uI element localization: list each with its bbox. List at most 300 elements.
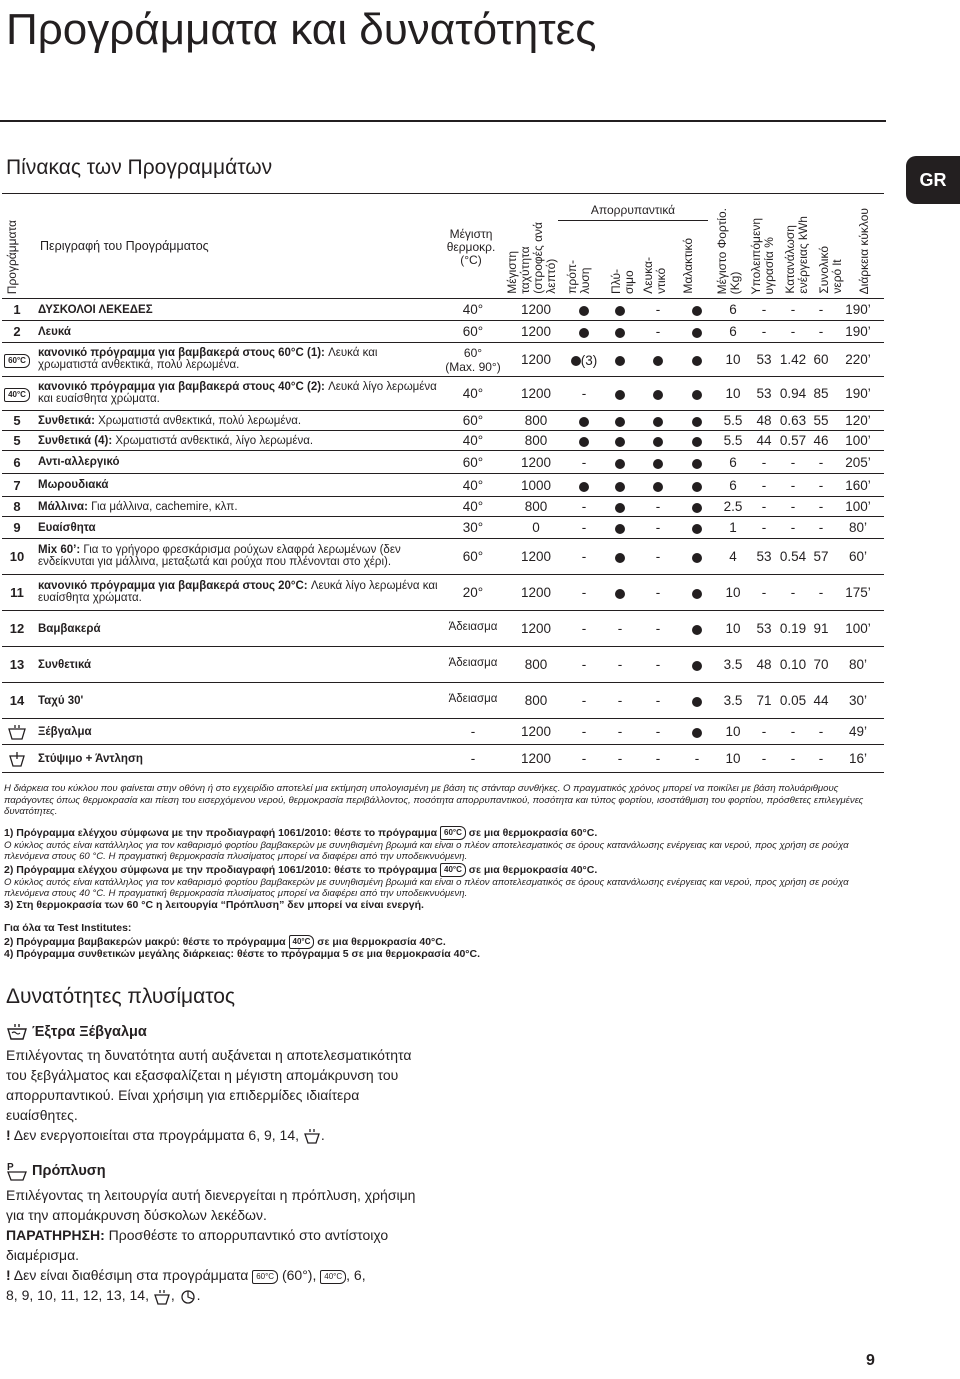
cell-speed: 800 bbox=[524, 413, 548, 428]
cell-soft bbox=[678, 387, 716, 402]
program-number bbox=[4, 751, 30, 770]
notes-intro: Η διάρκεια του κύκλου που φαίνεται στην οθόνη ή στο εγχειρίδιο αποτελεί μια εκτίμηση υπολογισμένη με βάση τις στάνταρ συνθήκες. Ο πραγματικός χρόνος μπορεί να ποικίλει με βάση πολυάριθμους παράγοντες όπως θερμοκρασία και πίεση του εισερχόμενου νερού, θερμοκρασία περιβάλλοντος, ποσότητα απορρυπαντικού, ποσότητα και τύπος φορτίου, ισοστάθμιση του φορτίου, πρόσθετες επιλεγμένες δυνατότητες. bbox=[4, 783, 864, 817]
cell-pre: - bbox=[581, 657, 587, 672]
extra-rinse-warning: Δεν ενεργοποιείται στα προγράμματα 6, 9, 14, bbox=[10, 1127, 303, 1143]
cell-dur: 175’ bbox=[845, 585, 871, 600]
cell-hum: 48 bbox=[756, 413, 772, 428]
programs-table bbox=[2, 193, 884, 766]
program-number: 9 bbox=[13, 520, 21, 535]
spin-icon bbox=[7, 751, 27, 767]
cell-speed: 800 bbox=[524, 433, 548, 448]
note1-b: σε μια θερμοκρασία 60°C. bbox=[468, 826, 598, 839]
cell-temp: Άδειασμα bbox=[448, 657, 498, 669]
cell-bleach: - bbox=[655, 549, 661, 564]
options-title: Δυνατότητες πλυσίματος bbox=[6, 985, 236, 1008]
cell-load: 10 bbox=[725, 724, 741, 739]
cell-dur: 60’ bbox=[848, 549, 867, 564]
note2-b: σε μια θερμοκρασία 40°C. bbox=[468, 863, 598, 876]
program-60c-badge: 60°C bbox=[4, 354, 30, 368]
cell-water: 91 bbox=[813, 621, 829, 636]
cell-speed: 1200 bbox=[520, 324, 552, 339]
cell-water: - bbox=[818, 585, 824, 600]
cell-soft bbox=[678, 434, 716, 449]
cell-speed: 1200 bbox=[520, 751, 552, 766]
options-section: Δυνατότητες πλυσίματος Έξτρα Ξέβγαλμα Επιλέγοντας τη δυνατότητα αυτή αυξάνεται η αποτελεσματικότητα του ξεβγάλματος και εξασφαλίζεται η μέγιστη απομάκρυνση του απορρυπαντικού. Είναι χρήσιμη για επιδερμίδες ιδιαίτερα ευαίσθητες. ! Δεν ενεργοποιείται στα προγράμματα 6, 9, 14, . P Πρόπλυση Επιλέγοντας τη λειτουργία αυτή διενεργείται η πρόπλυση, χρήσιμη για την απομάκρυνση δύσκολων λεκέδων. ΠΑΡΑΤΗΡΗΣΗ: Προσθέστε το απορρυπαντικό στο αντίστοιχο διαμέρισμα. ! Δεν είναι διαθέσιμη στα προγράμματα 60°C (60°), 40°C , 6, 8, 9, 10, 11, 12, 13, 14, , . bbox=[6, 985, 426, 1306]
cell-speed: 800 bbox=[524, 499, 548, 514]
cell-speed: 800 bbox=[524, 693, 548, 708]
prewash-warning-c: , 6, bbox=[346, 1267, 366, 1284]
table-header bbox=[2, 193, 884, 299]
cell-wash bbox=[602, 586, 638, 601]
header-prewash: πρόπ- λυση bbox=[565, 260, 592, 294]
program-number: 12 bbox=[9, 621, 25, 636]
header-programs: Προγράμματα bbox=[5, 219, 19, 294]
program-60c-badge: 60°C bbox=[440, 826, 466, 840]
cell-temp: Άδειασμα bbox=[448, 621, 498, 633]
prewash-note-label: ΠΑΡΑΤΗΡΗΣΗ: bbox=[6, 1227, 105, 1244]
table-row bbox=[2, 451, 884, 474]
cell-bleach bbox=[638, 434, 678, 449]
cell-water: - bbox=[818, 324, 824, 339]
cell-load: 3.5 bbox=[723, 657, 743, 672]
cell-soft bbox=[678, 550, 716, 565]
cell-bleach bbox=[638, 456, 678, 471]
cell-kwh: - bbox=[790, 324, 796, 339]
cell-speed: 800 bbox=[524, 657, 548, 672]
cell-soft bbox=[678, 414, 716, 429]
prewash-icon bbox=[6, 1161, 28, 1181]
dot-icon bbox=[692, 356, 702, 366]
cell-hum: 53 bbox=[756, 549, 772, 564]
dot-icon bbox=[579, 328, 589, 338]
table-row bbox=[2, 431, 884, 451]
cell-dur: 100’ bbox=[845, 433, 871, 448]
program-description: Ευαίσθητα bbox=[38, 521, 96, 534]
cell-bleach: - bbox=[655, 693, 661, 708]
cell-wash: - bbox=[617, 724, 623, 739]
cell-load: 5.5 bbox=[723, 433, 743, 448]
header-duration: Διάρκεια κύκλου bbox=[857, 207, 871, 294]
program-number: 6 bbox=[13, 454, 21, 470]
table-row bbox=[2, 719, 884, 745]
cell-hum: - bbox=[761, 302, 767, 317]
cell-temp: 40° bbox=[462, 302, 484, 317]
cell-wash bbox=[602, 500, 638, 515]
cell-kwh: - bbox=[790, 585, 796, 600]
test-institutes-title: Για όλα τα Test Institutes: bbox=[4, 922, 132, 934]
cell-wash bbox=[602, 325, 638, 340]
cell-temp: 60° bbox=[462, 549, 484, 564]
cell-hum: - bbox=[761, 520, 767, 535]
cell-pre: - bbox=[581, 454, 587, 470]
cell-pre: - bbox=[581, 751, 587, 766]
cell-load: 3.5 bbox=[723, 693, 743, 708]
ti2-a: 2) Πρόγραμμα βαμβακερών μακρύ: θέστε το πρόγραμμα bbox=[4, 935, 286, 948]
dot-icon bbox=[692, 625, 702, 635]
language-tab: GR bbox=[906, 156, 960, 204]
program-description: Mix 60’: Για το γρήγορο φρεσκάρισμα ρούχων ελαφρά λερωμένων (δεν ενδείκνυται για μάλλινα, μεταξωτά και ρούχα που πλένονται στο χέρι). bbox=[38, 544, 401, 568]
cell-soft bbox=[678, 456, 716, 471]
program-number bbox=[4, 386, 30, 402]
header-max-temp: Μέγιστη θερμοκρ. (°C) bbox=[446, 227, 496, 267]
program-description: Ταχύ 30' bbox=[38, 694, 84, 707]
dot-icon bbox=[615, 524, 625, 534]
cell-pre bbox=[568, 414, 600, 429]
cell-kwh: 0.19 bbox=[779, 621, 807, 636]
header-description: Περιγραφή του Προγράμματος bbox=[40, 239, 209, 253]
table-row bbox=[2, 411, 884, 431]
dot-icon bbox=[692, 390, 702, 400]
cell-pre: - bbox=[581, 724, 587, 739]
cell-pre: (3) bbox=[568, 353, 600, 368]
program-description: Μάλλινα: Για μάλλινα, cachemire, κλπ. bbox=[38, 500, 238, 513]
ti2-b: σε μια θερμοκρασία 40°C. bbox=[317, 935, 446, 948]
dot-icon bbox=[692, 306, 702, 316]
cell-pre bbox=[568, 325, 600, 340]
cell-load: 4 bbox=[729, 549, 737, 564]
table-row bbox=[2, 299, 884, 321]
cell-dur: 49’ bbox=[848, 724, 867, 739]
cell-soft bbox=[678, 353, 716, 368]
cell-kwh: 0.57 bbox=[779, 433, 807, 448]
program-number: 2 bbox=[13, 324, 21, 339]
cell-bleach: - bbox=[655, 585, 661, 600]
cell-temp: - bbox=[470, 751, 476, 766]
cell-soft bbox=[678, 694, 716, 709]
cell-soft bbox=[678, 725, 716, 740]
cell-soft bbox=[678, 303, 716, 318]
cell-speed: 0 bbox=[532, 520, 540, 535]
note1-a: 1) Πρόγραμμα ελέγχου σύμφωνα με την προδιαγραφή 1061/2010: θέστε το πρόγραμμα bbox=[4, 826, 438, 839]
cell-bleach: - bbox=[655, 520, 661, 535]
cell-soft bbox=[678, 622, 716, 637]
program-number: 11 bbox=[10, 585, 24, 600]
cell-dur: 80’ bbox=[848, 520, 867, 535]
table-row bbox=[2, 517, 884, 539]
cell-hum: - bbox=[761, 499, 767, 514]
cell-soft bbox=[678, 500, 716, 515]
program-description: κανονικό πρόγραμμα για βαμβακερά στους 40°C (2): Λευκά λίγο λερωμένα και ευαίσθητα χρώματα. bbox=[38, 381, 437, 405]
rinse-icon bbox=[7, 724, 27, 740]
program-description: Συνθετικά: Χρωματιστά ανθεκτικά, πολύ λερωμένα. bbox=[38, 414, 302, 427]
page-title: Προγράμματα και δυνατότητες bbox=[6, 5, 597, 54]
cell-speed: 1200 bbox=[520, 302, 552, 317]
dot-icon bbox=[692, 482, 702, 492]
cell-dur: 190’ bbox=[845, 302, 871, 317]
prewash-note: Προσθέστε το απορρυπαντικό στο αντίστοιχο διαμέρισμα. bbox=[6, 1227, 389, 1264]
prewash-warning-d: 8, 9, 10, 11, 12, 13, 14, bbox=[6, 1287, 153, 1304]
rinse-icon bbox=[303, 1127, 321, 1145]
spin-icon bbox=[179, 1288, 197, 1306]
table-row bbox=[2, 745, 884, 773]
cell-speed: 1200 bbox=[520, 386, 552, 401]
cell-speed: 1200 bbox=[520, 585, 552, 600]
header-max-speed: Μέγιστη ταχύτητα (στροφές ανά λεπτό) bbox=[505, 222, 558, 294]
cell-water: - bbox=[818, 724, 824, 739]
cell-soft bbox=[678, 325, 716, 340]
notes bbox=[4, 783, 884, 960]
cell-bleach bbox=[638, 414, 678, 429]
cell-pre: - bbox=[581, 621, 587, 636]
cell-load: 6 bbox=[729, 454, 737, 470]
cell-load: 10 bbox=[725, 352, 741, 367]
cell-pre: - bbox=[581, 693, 587, 708]
program-description: Μωρουδιακά bbox=[38, 479, 109, 491]
cell-dur: 190’ bbox=[845, 386, 871, 401]
cell-temp: 20° bbox=[462, 585, 484, 600]
cell-load: 6 bbox=[729, 302, 737, 317]
cell-load: 6 bbox=[729, 477, 737, 493]
cell-kwh: - bbox=[790, 520, 796, 535]
cell-wash bbox=[602, 456, 638, 471]
cell-wash bbox=[602, 479, 638, 494]
warning-mark: ! bbox=[6, 1267, 11, 1284]
cell-bleach bbox=[638, 479, 678, 494]
dot-icon bbox=[579, 417, 589, 427]
cell-bleach bbox=[638, 387, 678, 402]
cell-soft: - bbox=[694, 751, 700, 766]
cell-load: 10 bbox=[725, 585, 741, 600]
dot-icon bbox=[653, 390, 663, 400]
cell-dur: 220’ bbox=[845, 352, 871, 367]
program-number: 5 bbox=[13, 433, 21, 448]
program-number: 13 bbox=[9, 657, 25, 672]
ti4: 4) Πρόγραμμα συνθετικών μεγάλης διάρκειας: θέστε το πρόγραμμα 5 σε μια θερμοκρασία 40°C. bbox=[4, 947, 481, 960]
cell-pre: - bbox=[581, 549, 587, 564]
dot-icon bbox=[653, 459, 663, 469]
cell-wash bbox=[602, 414, 638, 429]
dot-icon bbox=[653, 356, 663, 366]
dot-icon bbox=[692, 728, 702, 738]
cell-soft bbox=[678, 521, 716, 536]
extra-rinse-icon bbox=[6, 1023, 28, 1041]
dot-icon bbox=[615, 459, 625, 469]
svg-text:P: P bbox=[7, 1162, 14, 1174]
cell-wash bbox=[602, 353, 638, 368]
header-residual-humidity: Υπολειπόμενη υγρασία % bbox=[749, 217, 776, 294]
cell-pre: - bbox=[581, 386, 587, 401]
cell-hum: 71 bbox=[756, 693, 772, 708]
cell-wash bbox=[602, 434, 638, 449]
cell-load: 2.5 bbox=[723, 499, 743, 514]
cell-wash bbox=[602, 303, 638, 318]
prewash-title: Πρόπλυση bbox=[32, 1163, 106, 1180]
dot-icon bbox=[615, 437, 625, 447]
warning-mark: ! bbox=[6, 1127, 11, 1143]
cell-hum: 44 bbox=[756, 433, 772, 448]
cell-hum: 53 bbox=[756, 386, 772, 401]
cell-dur: 190’ bbox=[845, 324, 871, 339]
program-number: 1 bbox=[13, 302, 21, 317]
dot-icon bbox=[692, 328, 702, 338]
dot-icon bbox=[615, 417, 625, 427]
cell-wash: - bbox=[617, 751, 623, 766]
program-description: κανονικό πρόγραμμα για βαμβακερά στους 20°C: Λευκά λίγο λερωμένα και ευαίσθητα χρώματα. bbox=[38, 580, 438, 604]
prewash-warning-a: Δεν είναι διαθέσιμη στα προγράμματα bbox=[10, 1267, 253, 1284]
title-divider bbox=[0, 120, 886, 122]
cell-dur: 80’ bbox=[848, 657, 867, 672]
dot-icon bbox=[653, 417, 663, 427]
cell-dur: 30’ bbox=[848, 693, 867, 708]
program-number: 8 bbox=[13, 499, 21, 514]
cell-water: - bbox=[818, 499, 824, 514]
header-water: Συνολικό νερό lt bbox=[817, 246, 844, 294]
section-title: Πίνακας των Προγραμμάτων bbox=[6, 156, 273, 179]
program-40c-badge: 40°C bbox=[440, 863, 466, 877]
cell-kwh: - bbox=[790, 499, 796, 514]
cell-dur: 100’ bbox=[845, 499, 871, 514]
program-description: Στύψιμο + Άντληση bbox=[38, 752, 143, 765]
table-row bbox=[2, 474, 884, 497]
cell-load: 10 bbox=[725, 621, 741, 636]
cell-bleach: - bbox=[655, 657, 661, 672]
dot-icon bbox=[615, 306, 625, 316]
dot-icon bbox=[571, 356, 581, 366]
program-description: ΔΥΣΚΟΛΟΙ ΛΕΚΕΔΕΣ bbox=[38, 303, 153, 316]
table-row bbox=[2, 611, 884, 647]
program-number bbox=[4, 352, 30, 368]
cell-dur: 160’ bbox=[845, 477, 871, 493]
cell-temp: - bbox=[470, 724, 476, 739]
cell-hum: 48 bbox=[756, 657, 772, 672]
header-energy: Κατανάλωση ενέργειας kWh bbox=[783, 216, 810, 294]
cell-load: 5.5 bbox=[723, 413, 743, 428]
dot-icon bbox=[692, 417, 702, 427]
cell-speed: 1000 bbox=[520, 477, 552, 493]
cell-speed: 1200 bbox=[520, 454, 552, 470]
dot-icon bbox=[692, 553, 702, 563]
cell-water: - bbox=[818, 454, 824, 470]
extra-rinse-title: Έξτρα Ξέβγαλμα bbox=[32, 1023, 147, 1040]
cell-wash: - bbox=[617, 657, 623, 672]
cell-temp: 40° bbox=[462, 499, 484, 514]
program-description: κανονικό πρόγραμμα για βαμβακερά στους 60°C (1): Λευκά και χρωματιστά ανθεκτικά, πολύ λερωμένα. bbox=[38, 347, 378, 371]
cell-soft bbox=[678, 658, 716, 673]
cell-hum: - bbox=[761, 751, 767, 766]
program-description: Λευκά bbox=[38, 325, 71, 338]
cell-kwh: - bbox=[790, 454, 796, 470]
header-softener: Μαλακτικό bbox=[681, 238, 695, 294]
cell-pre bbox=[568, 303, 600, 318]
cell-temp: 40° bbox=[462, 477, 484, 493]
header-detergents: Απορρυπαντικά bbox=[558, 204, 708, 221]
table-row bbox=[2, 575, 884, 611]
cell-water: - bbox=[818, 751, 824, 766]
dot-icon bbox=[692, 524, 702, 534]
cell-speed: 1200 bbox=[520, 724, 552, 739]
cell-wash: - bbox=[617, 621, 623, 636]
cell-soft bbox=[678, 479, 716, 494]
cell-load: 10 bbox=[725, 751, 741, 766]
cell-dur: 100’ bbox=[845, 621, 871, 636]
dot-icon bbox=[692, 661, 702, 671]
dot-icon bbox=[653, 482, 663, 492]
dot-icon bbox=[692, 503, 702, 513]
dot-icon bbox=[579, 306, 589, 316]
cell-temp: 60° bbox=[462, 324, 484, 339]
cell-water: 46 bbox=[813, 433, 829, 448]
cell-kwh: - bbox=[790, 477, 796, 493]
note2-c: Ο κύκλος αυτός είναι κατάλληλος για τον καθαρισμό φορτίου βαμβακερών με συνηθισμένη βρωμιά και είναι ο πλέον αποτελεσματικός σε όρους κατανάλωσης ενέργειας και νερού, προς χρήση σε ρούχα πλενόμενα στους 40 °C. Η πραγματική θερμοκρασία πλυσίματος μπορεί να διαφέρει από την υποδεικνυόμενη. bbox=[4, 876, 849, 899]
dot-icon bbox=[579, 482, 589, 492]
cell-kwh: 0.94 bbox=[779, 386, 807, 401]
note1-c: Ο κύκλος αυτός είναι κατάλληλος για τον καθαρισμό φορτίου βαμβακερών με συνηθισμένη βρωμιά και είναι ο πλέον αποτελεσματικός σε όρους κατανάλωσης ενέργειας και νερού, προς χρήση σε ρούχα πλενόμενα στους 60 °C. Η πραγματική θερμοκρασία πλυσίματος μπορεί να διαφέρει από την υποδεικνυόμενη. bbox=[4, 839, 849, 862]
cell-speed: 1200 bbox=[520, 352, 552, 367]
dot-icon bbox=[615, 589, 625, 599]
cell-water: 55 bbox=[813, 413, 829, 428]
cell-hum: - bbox=[761, 724, 767, 739]
program-number: 5 bbox=[13, 413, 21, 428]
program-40c-badge: 40°C bbox=[320, 1270, 346, 1284]
header-wash: Πλύ- σιμο bbox=[609, 269, 636, 294]
cell-water: 85 bbox=[813, 386, 829, 401]
dot-icon bbox=[692, 459, 702, 469]
cell-bleach: - bbox=[655, 302, 661, 317]
dot-icon bbox=[615, 328, 625, 338]
cell-pre: - bbox=[581, 520, 587, 535]
dot-icon bbox=[579, 437, 589, 447]
cell-temp: 60° bbox=[462, 413, 484, 428]
cell-kwh: - bbox=[790, 302, 796, 317]
dot-icon bbox=[692, 697, 702, 707]
cell-bleach: - bbox=[655, 751, 661, 766]
cell-dur: 120’ bbox=[845, 413, 871, 428]
cell-bleach: - bbox=[655, 621, 661, 636]
program-number: 7 bbox=[13, 477, 21, 493]
cell-pre bbox=[568, 434, 600, 449]
note2-a: 2) Πρόγραμμα ελέγχου σύμφωνα με την προδιαγραφή 1061/2010: θέστε το πρόγραμμα bbox=[4, 863, 438, 876]
header-bleach: Λευκα- ντικό bbox=[641, 257, 668, 294]
cell-water: - bbox=[818, 477, 824, 493]
cell-hum: - bbox=[761, 585, 767, 600]
program-description: Συνθετικά (4): Χρωματιστά ανθεκτικά, λίγο λερωμένα. bbox=[38, 434, 314, 447]
table-row bbox=[2, 321, 884, 343]
dot-icon bbox=[615, 503, 625, 513]
dot-icon bbox=[692, 437, 702, 447]
cell-temp: 40° bbox=[462, 386, 484, 401]
dot-icon bbox=[615, 482, 625, 492]
cell-hum: - bbox=[761, 477, 767, 493]
cell-water: 44 bbox=[813, 693, 829, 708]
cell-temp: 60° (Max. 90°) bbox=[445, 346, 501, 374]
cell-hum: - bbox=[761, 454, 767, 470]
cell-wash: - bbox=[617, 693, 623, 708]
cell-water: 70 bbox=[813, 657, 829, 672]
cell-hum: 53 bbox=[756, 621, 772, 636]
cell-bleach bbox=[638, 353, 678, 368]
cell-load: 10 bbox=[725, 386, 741, 401]
cell-temp: 30° bbox=[462, 520, 484, 535]
cell-wash bbox=[602, 387, 638, 402]
dot-icon bbox=[692, 589, 702, 599]
cell-load: 6 bbox=[729, 324, 737, 339]
page-number: 9 bbox=[866, 1352, 875, 1369]
program-description: Βαμβακερά bbox=[38, 622, 101, 635]
cell-soft bbox=[678, 586, 716, 601]
program-description: Ξέβγαλμα bbox=[38, 725, 92, 738]
program-60c-badge: 60°C bbox=[252, 1270, 278, 1284]
cell-kwh: 0.05 bbox=[779, 693, 807, 708]
table-row bbox=[2, 647, 884, 683]
program-description: Συνθετικά bbox=[38, 658, 92, 671]
cell-kwh: 0.54 bbox=[779, 549, 807, 564]
program-description: Αντι-αλλεργικό bbox=[38, 456, 120, 468]
table-row bbox=[2, 683, 884, 719]
cell-dur: 16’ bbox=[848, 751, 867, 766]
cell-temp: Άδειασμα bbox=[448, 693, 498, 705]
cell-bleach: - bbox=[655, 724, 661, 739]
prewash-warning-b: (60°), bbox=[278, 1267, 321, 1284]
